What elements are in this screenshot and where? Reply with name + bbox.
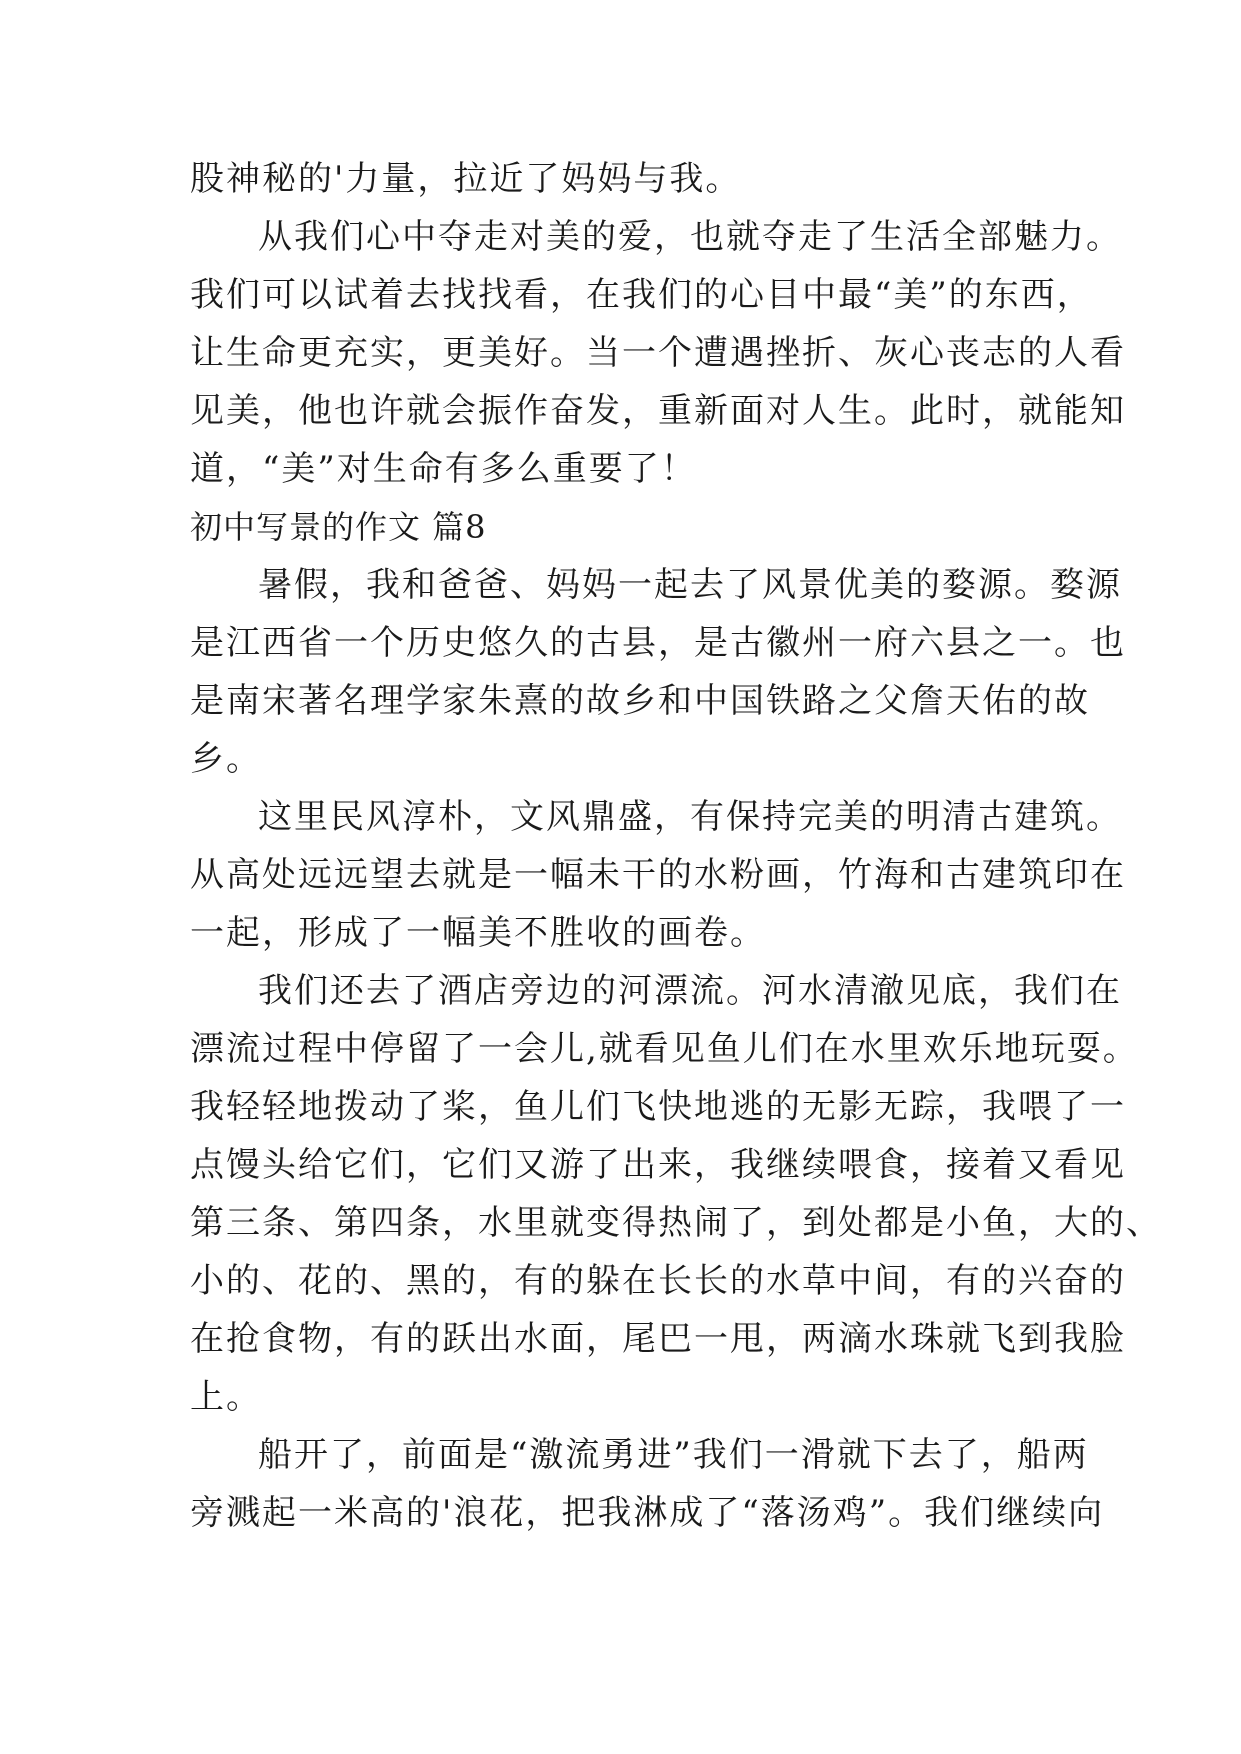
text-line: 旁溅起一米高的'浪花，把我淋成了“落汤鸡”。我们继续向 <box>190 1493 1105 1533</box>
text-line: 船开了，前面是“激流勇进”我们一滑就下去了，船两 <box>258 1435 1089 1475</box>
text-line: 小的、花的、黑的，有的躲在长长的水草中间，有的兴奋的 <box>190 1261 1126 1301</box>
text-line: 暑假，我和爸爸、妈妈一起去了风景优美的婺源。婺源 <box>258 565 1122 605</box>
document-page <box>190 150 1162 1542</box>
paragraph-folk-customs <box>190 788 1126 962</box>
paragraph-continuation <box>190 150 1070 208</box>
text-line: 我轻轻地拨动了桨，鱼儿们飞快地逃的无影无踪，我喂了一 <box>190 1087 1126 1127</box>
text-line: 从高处远远望去就是一幅未干的水粉画，竹海和古建筑印在 <box>190 855 1126 895</box>
text-line: 股神秘的'力量，拉近了妈妈与我。 <box>190 159 742 199</box>
text-line: 我们可以试着去找找看，在我们的心目中最“美”的东西， <box>190 275 1093 315</box>
text-line: 是江西省一个历史悠久的古县，是古徽州一府六县之一。也 <box>190 623 1126 663</box>
text-line: 是南宋著名理学家朱熹的故乡和中国铁路之父詹天佑的故 <box>190 681 1090 721</box>
text-line: 在抢食物，有的跃出水面，尾巴一甩，两滴水珠就飞到我脸 <box>190 1319 1126 1359</box>
text-line: 点馒头给它们，它们又游了出来，我继续喂食，接着又看见 <box>190 1145 1126 1185</box>
text-line: 道，“美”对生命有多么重要了！ <box>190 449 697 489</box>
text-line: 我们还去了酒店旁边的河漂流。河水清澈见底，我们在 <box>258 971 1122 1011</box>
paragraph-beauty <box>190 208 1126 498</box>
text-line: 这里民风淳朴，文风鼎盛，有保持完美的明清古建筑。 <box>258 797 1122 837</box>
text-line: 一起，形成了一幅美不胜收的画卷。 <box>190 913 766 953</box>
paragraph-boat <box>190 1426 1105 1542</box>
text-line: 上。 <box>190 1377 262 1417</box>
text-line: 从我们心中夺走对美的爱，也就夺走了生活全部魅力。 <box>258 217 1122 257</box>
text-line: 第三条、第四条，水里就变得热闹了，到处都是小鱼，大的、 <box>190 1203 1162 1243</box>
text-line: 乡。 <box>190 739 262 779</box>
paragraph-wuyuan <box>190 556 1126 788</box>
text-line: 漂流过程中停留了一会儿,就看见鱼儿们在水里欢乐地玩耍。 <box>190 1029 1139 1069</box>
section-heading: 初中写景的作文 篇8 <box>190 508 487 546</box>
text-line: 见美，他也许就会振作奋发，重新面对人生。此时，就能知 <box>190 391 1126 431</box>
text-line: 让生命更充实，更美好。当一个遭遇挫折、灰心丧志的人看 <box>190 333 1126 373</box>
paragraph-rafting <box>190 962 1162 1426</box>
